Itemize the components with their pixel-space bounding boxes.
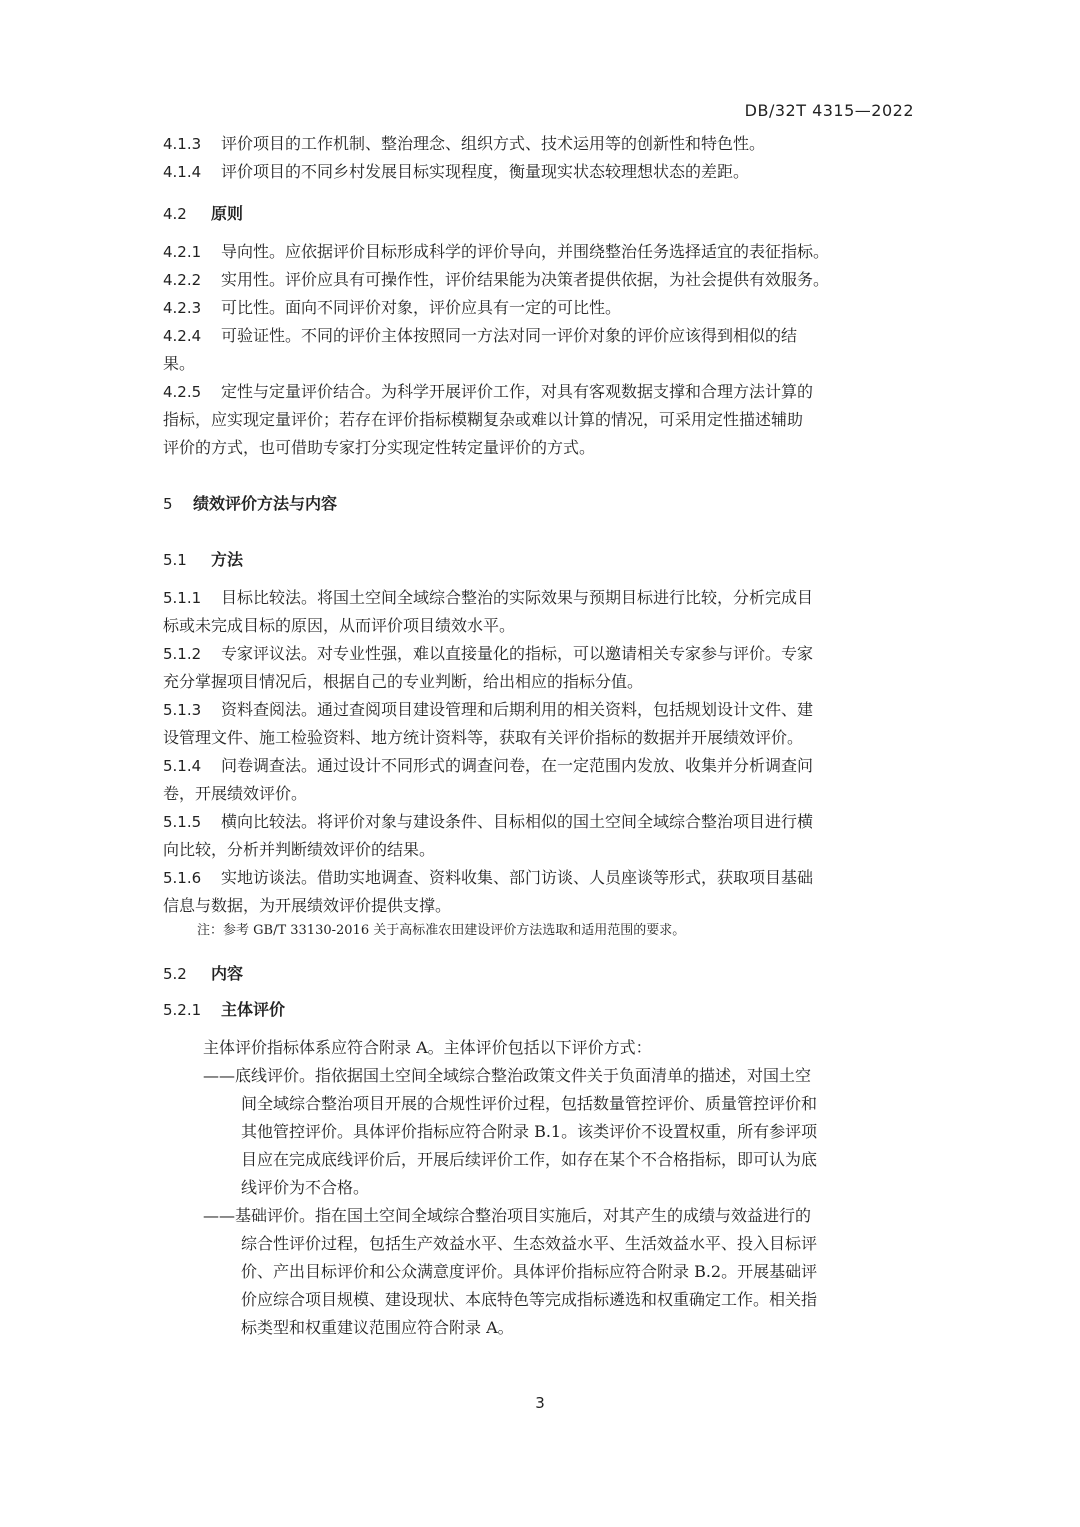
clause-number: 4.1.3 (163, 135, 202, 153)
clause-5-1-1 (163, 584, 921, 640)
dash-item-text-cont: 价应综合项目规模、建设现状、本底特色等完成指标遴选和权重确定工作。相关指 (241, 1290, 818, 1309)
section-number: 5.2.1 (163, 1001, 202, 1019)
section-number: 4.2 (163, 205, 187, 223)
dash-item-text-cont: 线评价为不合格。 (241, 1178, 370, 1197)
section-number: 5.2 (163, 965, 187, 983)
clause-text-cont: 信息与数据，为开展绩效评价提供支撑。 (163, 896, 452, 915)
clause-number: 4.2.4 (163, 327, 202, 345)
section-heading-5-2 (163, 960, 921, 988)
standard-code: DB/32T 4315—2022 (744, 101, 914, 120)
dash-item-baseline-evaluation (163, 1062, 921, 1202)
clause-number: 4.2.5 (163, 383, 202, 401)
clause-4-2-4 (163, 322, 921, 378)
dash-item-text-cont: 价、产出目标评价和公众满意度评价。具体评价指标应符合附录 B.2。开展基础评 (241, 1262, 818, 1281)
intro-text: 主体评价指标体系应符合附录 A。主体评价包括以下评价方式： (203, 1038, 652, 1057)
clause-text-cont: 标或未完成目标的原因，从而评价项目绩效水平。 (163, 616, 516, 635)
dash-item-text-cont: 间全域综合整治项目开展的合规性评价过程，包括数量管控评价、质量管控评价和 (241, 1094, 818, 1113)
clause-text: 问卷调查法。通过设计不同形式的调查问卷，在一定范围内发放、收集并分析调查问 (221, 756, 814, 775)
clause-number: 5.1.1 (163, 589, 202, 607)
clause-number: 4.2.3 (163, 299, 202, 317)
clause-5-1-6 (163, 864, 921, 920)
section-title: 绩效评价方法与内容 (193, 494, 338, 513)
clause-number: 5.1.5 (163, 813, 202, 831)
section-heading-4-2 (163, 200, 921, 228)
clause-text: 导向性。应依据评价目标形成科学的评价导向，并围绕整治任务选择适宜的表征指标。 (221, 242, 830, 261)
page-content (163, 130, 921, 1342)
section-heading-5-2-1 (163, 996, 921, 1024)
dash-item-text-cont: 标类型和权重建议范围应符合附录 A。 (241, 1318, 514, 1337)
clause-text-cont: 向比较，分析并判断绩效评价的结果。 (163, 840, 436, 859)
page-number: 3 (535, 1394, 545, 1412)
note: 注：参考 GB/T 33130-2016 关于高标准农田建设评价方法选取和适用范围的要求。 (197, 923, 686, 938)
clause-number: 4.2.2 (163, 271, 202, 289)
dash-item-text: ——底线评价。指依据国土空间全域综合整治政策文件关于负面清单的描述，对国土空 (203, 1066, 812, 1085)
clause-4-1-3 (163, 130, 921, 158)
clause-text: 可验证性。不同的评价主体按照同一方法对同一评价对象的评价应该得到相似的结 (221, 326, 798, 345)
clause-number: 5.1.3 (163, 701, 202, 719)
clause-5-1-4 (163, 752, 921, 808)
clause-4-2-3 (163, 294, 921, 322)
clause-number: 5.1.2 (163, 645, 202, 663)
clause-text: 定性与定量评价结合。为科学开展评价工作，对具有客观数据支撑和合理方法计算的 (221, 382, 814, 401)
section-heading-5 (163, 490, 921, 518)
clause-5-1-2 (163, 640, 921, 696)
clause-4-2-1 (163, 238, 921, 266)
clause-text-cont: 指标，应实现定量评价；若存在评价指标模糊复杂或难以计算的情况，可采用定性描述辅助 (163, 410, 804, 429)
clause-text: 目标比较法。将国土空间全域综合整治的实际效果与预期目标进行比较，分析完成目 (221, 588, 814, 607)
dash-item-text-cont: 其他管控评价。具体评价指标应符合附录 B.1。该类评价不设置权重，所有参评项 (241, 1122, 818, 1141)
clause-text-cont: 果。 (163, 354, 196, 373)
clause-4-2-5 (163, 378, 921, 462)
clause-text: 实地访谈法。借助实地调查、资料收集、部门访谈、人员座谈等形式，获取项目基础 (221, 868, 814, 887)
clause-5-1-5 (163, 808, 921, 864)
clause-text: 专家评议法。对专业性强，难以直接量化的指标，可以邀请相关专家参与评价。专家 (221, 644, 814, 663)
clause-4-1-4 (163, 158, 921, 186)
dash-item-basic-evaluation (163, 1202, 921, 1342)
clause-5-1-3 (163, 696, 921, 752)
clause-text: 横向比较法。将评价对象与建设条件、目标相似的国土空间全域综合整治项目进行横 (221, 812, 814, 831)
dash-item-text-cont: 目应在完成底线评价后，开展后续评价工作，如存在某个不合格指标，即可认为底 (241, 1150, 818, 1169)
clause-text-cont: 充分掌握项目情况后，根据自己的专业判断，给出相应的指标分值。 (163, 672, 644, 691)
dash-item-text: ——基础评价。指在国土空间全域综合整治项目实施后，对其产生的成绩与效益进行的 (203, 1206, 812, 1225)
section-title: 原则 (211, 204, 244, 223)
section-number: 5.1 (163, 551, 187, 569)
dash-item-text-cont: 综合性评价过程，包括生产效益水平、生态效益水平、生活效益水平、投入目标评 (241, 1234, 818, 1253)
clause-text: 评价项目的工作机制、整治理念、组织方式、技术运用等的创新性和特色性。 (221, 134, 766, 153)
clause-number: 5.1.6 (163, 869, 202, 887)
clause-text: 资料查阅法。通过查阅项目建设管理和后期利用的相关资料，包括规划设计文件、建 (221, 700, 814, 719)
clause-number: 4.2.1 (163, 243, 202, 261)
clause-4-2-2 (163, 266, 921, 294)
section-heading-5-1 (163, 546, 921, 574)
clause-text: 评价项目的不同乡村发展目标实现程度，衡量现实状态较理想状态的差距。 (221, 162, 750, 181)
section-number: 5 (163, 495, 173, 513)
clause-text: 实用性。评价应具有可操作性，评价结果能为决策者提供依据，为社会提供有效服务。 (221, 270, 830, 289)
clause-text-cont: 设管理文件、施工检验资料、地方统计资料等，获取有关评价指标的数据并开展绩效评价。 (163, 728, 804, 747)
clause-text-cont: 卷，开展绩效评价。 (163, 784, 308, 803)
clause-number: 5.1.4 (163, 757, 202, 775)
clause-number: 4.1.4 (163, 163, 202, 181)
section-title: 方法 (211, 550, 244, 569)
section-title: 主体评价 (221, 1000, 286, 1019)
clause-text-cont: 评价的方式，也可借助专家打分实现定性转定量评价的方式。 (163, 438, 596, 457)
clause-text: 可比性。面向不同评价对象，评价应具有一定的可比性。 (221, 298, 622, 317)
section-title: 内容 (211, 964, 244, 983)
